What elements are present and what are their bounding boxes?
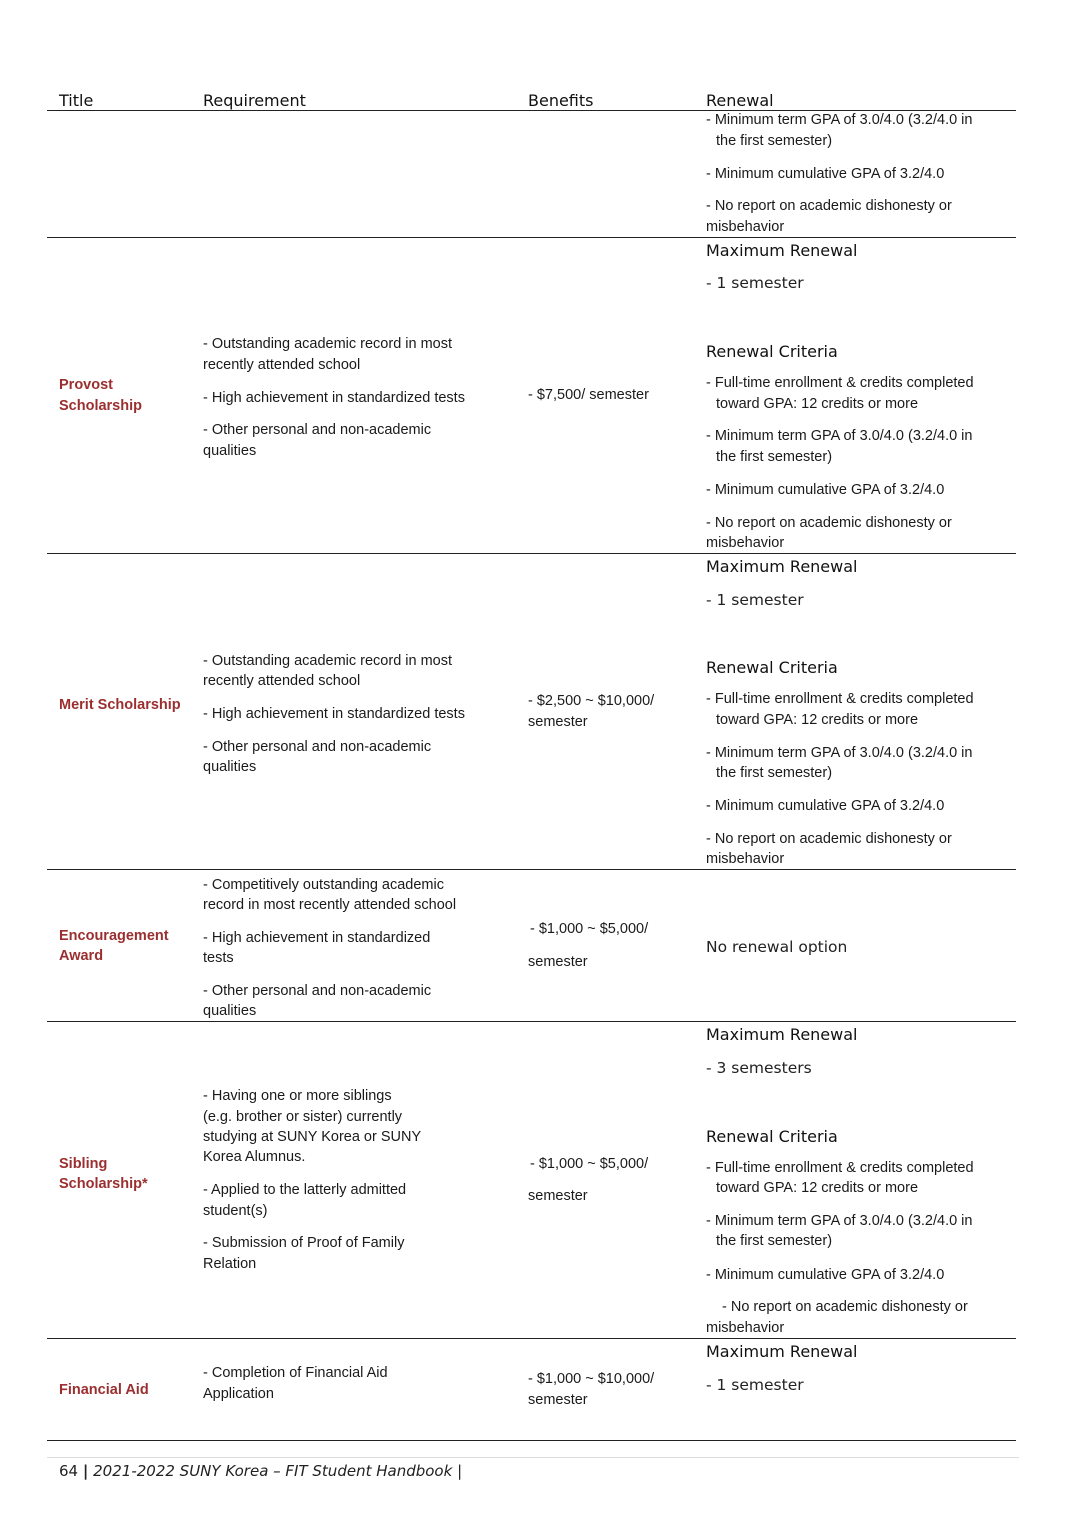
renewal-criterion: - Full-time enrollment & credits completed xyxy=(706,691,974,707)
renewal-criterion: the first semester) xyxy=(716,1233,833,1249)
requirement-item: student(s) xyxy=(203,1203,268,1219)
requirement-item: - High achievement in standardized tests xyxy=(203,390,465,406)
renewal-criterion: - No report on academic dishonesty or xyxy=(706,831,952,847)
renewal-criterion: misbehavior xyxy=(706,535,785,551)
max-renewal-value: - 1 semester xyxy=(706,274,804,292)
scholarship-title: Sibling xyxy=(59,1156,108,1172)
renewal-criterion: the first semester) xyxy=(716,449,833,465)
header-benefits: Benefits xyxy=(528,91,594,110)
requirement-item: qualities xyxy=(203,759,257,775)
requirement-item: - Outstanding academic record in most xyxy=(203,653,453,669)
requirement-item: - High achievement in standardized tests xyxy=(203,706,465,722)
renewal-note: No renewal option xyxy=(706,938,848,956)
renewal-criterion: the first semester) xyxy=(716,765,833,781)
row-rule xyxy=(47,237,1016,238)
header-renewal: Renewal xyxy=(706,91,774,110)
renewal-criteria-heading: Renewal Criteria xyxy=(706,658,838,677)
max-renewal-heading: Maximum Renewal xyxy=(706,557,858,576)
page-footer xyxy=(59,1462,462,1480)
renewal-criterion: - No report on academic dishonesty or xyxy=(706,515,952,531)
scholarship-title: Scholarship xyxy=(59,398,142,414)
renewal-criterion: misbehavior xyxy=(706,1320,785,1336)
max-renewal-heading: Maximum Renewal xyxy=(706,241,858,260)
max-renewal-value: - 3 semesters xyxy=(706,1059,812,1077)
renewal-criterion: - Full-time enrollment & credits completed xyxy=(706,375,974,391)
page-number: 64 xyxy=(59,1462,79,1480)
requirement-item: recently attended school xyxy=(203,357,361,373)
table-bottom-rule xyxy=(47,1440,1016,1441)
footer-end-separator: | xyxy=(457,1462,463,1480)
requirement-item: Relation xyxy=(203,1256,257,1272)
scholarship-title: Merit Scholarship xyxy=(59,697,181,713)
benefit-amount: semester xyxy=(528,1188,588,1204)
row-rule xyxy=(47,1021,1016,1022)
renewal-criterion: - Minimum term GPA of 3.0/4.0 (3.2/4.0 in xyxy=(706,112,973,128)
requirement-item: - Other personal and non-academic xyxy=(203,739,432,755)
requirement-item: studying at SUNY Korea or SUNY xyxy=(203,1129,422,1145)
requirement-item: - Submission of Proof of Family xyxy=(203,1235,405,1251)
renewal-criterion: misbehavior xyxy=(706,219,785,235)
requirement-item: - Other personal and non-academic xyxy=(203,422,432,438)
benefit-amount: - $1,000 ~ $5,000/ xyxy=(530,921,649,937)
footer-rule xyxy=(47,1457,1019,1458)
renewal-criterion: - Minimum cumulative GPA of 3.2/4.0 xyxy=(706,166,945,182)
scholarship-title: Financial Aid xyxy=(59,1382,149,1398)
max-renewal-value: - 1 semester xyxy=(706,591,804,609)
handbook-title: 2021-2022 SUNY Korea – FIT Student Handbook xyxy=(93,1462,453,1480)
requirement-item: record in most recently attended school xyxy=(203,897,457,913)
benefit-amount: - $7,500/ semester xyxy=(528,387,649,403)
renewal-criterion: - Minimum cumulative GPA of 3.2/4.0 xyxy=(706,482,945,498)
requirement-item: qualities xyxy=(203,443,257,459)
requirement-item: recently attended school xyxy=(203,673,361,689)
requirement-item: - Outstanding academic record in most xyxy=(203,336,453,352)
renewal-criterion: the first semester) xyxy=(716,133,833,149)
row-rule xyxy=(47,869,1016,870)
max-renewal-heading: Maximum Renewal xyxy=(706,1342,858,1361)
row-rule xyxy=(47,553,1016,554)
renewal-criterion: toward GPA: 12 credits or more xyxy=(716,1180,919,1196)
scholarship-title: Provost xyxy=(59,377,113,393)
benefit-amount: - $1,000 ~ $10,000/ xyxy=(528,1371,655,1387)
header-requirement: Requirement xyxy=(203,91,306,110)
renewal-criterion: - Minimum cumulative GPA of 3.2/4.0 xyxy=(706,1267,945,1283)
renewal-criterion: - No report on academic dishonesty or xyxy=(706,198,952,214)
renewal-criterion: toward GPA: 12 credits or more xyxy=(716,396,919,412)
requirement-item: Application xyxy=(203,1386,274,1402)
scholarship-title: Award xyxy=(59,948,104,964)
row-rule xyxy=(47,1338,1016,1339)
requirement-item: - Applied to the latterly admitted xyxy=(203,1182,407,1198)
benefit-amount: semester xyxy=(528,714,588,730)
header-title: Title xyxy=(59,91,94,110)
requirement-item: (e.g. brother or sister) currently xyxy=(203,1109,403,1125)
benefit-amount: - $1,000 ~ $5,000/ xyxy=(530,1156,649,1172)
renewal-criterion: - Minimum cumulative GPA of 3.2/4.0 xyxy=(706,798,945,814)
benefit-amount: - $2,500 ~ $10,000/ xyxy=(528,693,655,709)
renewal-criterion: - Minimum term GPA of 3.0/4.0 (3.2/4.0 in xyxy=(706,1213,973,1229)
max-renewal-heading: Maximum Renewal xyxy=(706,1025,858,1044)
footer-separator: | xyxy=(82,1462,89,1480)
requirement-item: tests xyxy=(203,950,234,966)
scholarship-title: Scholarship* xyxy=(59,1176,148,1192)
requirement-item: Korea Alumnus. xyxy=(203,1149,306,1165)
requirement-item: - Competitively outstanding academic xyxy=(203,877,444,893)
scholarship-title: Encouragement xyxy=(59,928,169,944)
max-renewal-value: - 1 semester xyxy=(706,1376,804,1394)
renewal-criteria-heading: Renewal Criteria xyxy=(706,1127,838,1146)
renewal-criteria-heading: Renewal Criteria xyxy=(706,342,838,361)
renewal-criterion: toward GPA: 12 credits or more xyxy=(716,712,919,728)
renewal-criterion: - Minimum term GPA of 3.0/4.0 (3.2/4.0 in xyxy=(706,745,973,761)
benefit-amount: semester xyxy=(528,954,588,970)
requirement-item: - High achievement in standardized xyxy=(203,930,431,946)
renewal-criterion: - No report on academic dishonesty or xyxy=(722,1299,968,1315)
requirement-item: - Other personal and non-academic xyxy=(203,983,432,999)
renewal-criterion: misbehavior xyxy=(706,851,785,867)
requirement-item: - Having one or more siblings xyxy=(203,1088,392,1104)
benefit-amount: semester xyxy=(528,1392,588,1408)
renewal-criterion: - Full-time enrollment & credits completed xyxy=(706,1160,974,1176)
requirement-item: qualities xyxy=(203,1003,257,1019)
requirement-item: - Completion of Financial Aid xyxy=(203,1365,388,1381)
renewal-criterion: - Minimum term GPA of 3.0/4.0 (3.2/4.0 in xyxy=(706,428,973,444)
